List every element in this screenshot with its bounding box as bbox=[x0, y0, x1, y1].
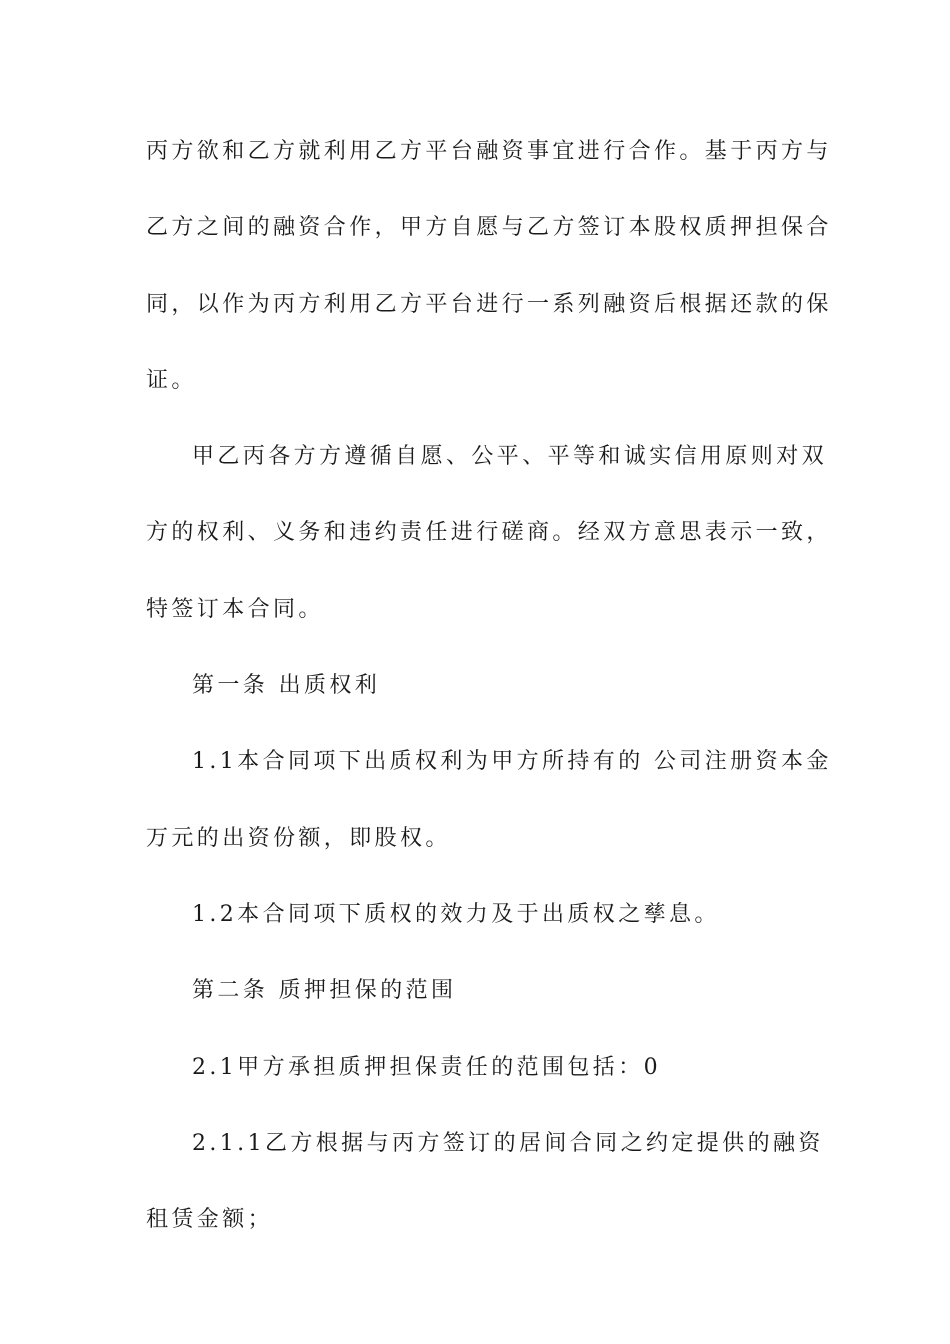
clause-line: 1.2本合同项下质权的效力及于出质权之孳息。 bbox=[192, 901, 720, 927]
paragraph-line: 同，以作为丙方利用乙方平台进行一系列融资后根据还款的保 bbox=[146, 291, 832, 317]
clause-line: 1.1本合同项下出质权利为甲方所持有的 公司注册资本金 bbox=[192, 749, 832, 775]
paragraph-line: 证。 bbox=[146, 367, 197, 393]
clause-line: 租赁金额； bbox=[146, 1207, 274, 1233]
paragraph-line: 特签订本合同。 bbox=[146, 596, 324, 622]
document-body bbox=[146, 127, 832, 1271]
clause-line: 万元的出资份额，即股权。 bbox=[146, 825, 451, 851]
section-heading: 第二条 质押担保的范围 bbox=[192, 978, 457, 1004]
paragraph-line: 乙方之间的融资合作，甲方自愿与乙方签订本股权质押担保合 bbox=[146, 215, 832, 241]
paragraph-line: 丙方欲和乙方就利用乙方平台融资事宜进行合作。基于丙方与 bbox=[146, 139, 832, 164]
paragraph-line: 方的权利、义务和违约责任进行磋商。经双方意思表示一致， bbox=[146, 520, 832, 546]
clause-line: 2.1甲方承担质押担保责任的范围包括：0 bbox=[192, 1054, 661, 1080]
clause-line: 2.1.1乙方根据与丙方签订的居间合同之约定提供的融资 bbox=[192, 1130, 824, 1156]
paragraph-line: 甲乙丙各方方遵循自愿、公平、平等和诚实信用原则对双 bbox=[192, 444, 828, 470]
section-heading: 第一条 出质权利 bbox=[192, 673, 381, 699]
